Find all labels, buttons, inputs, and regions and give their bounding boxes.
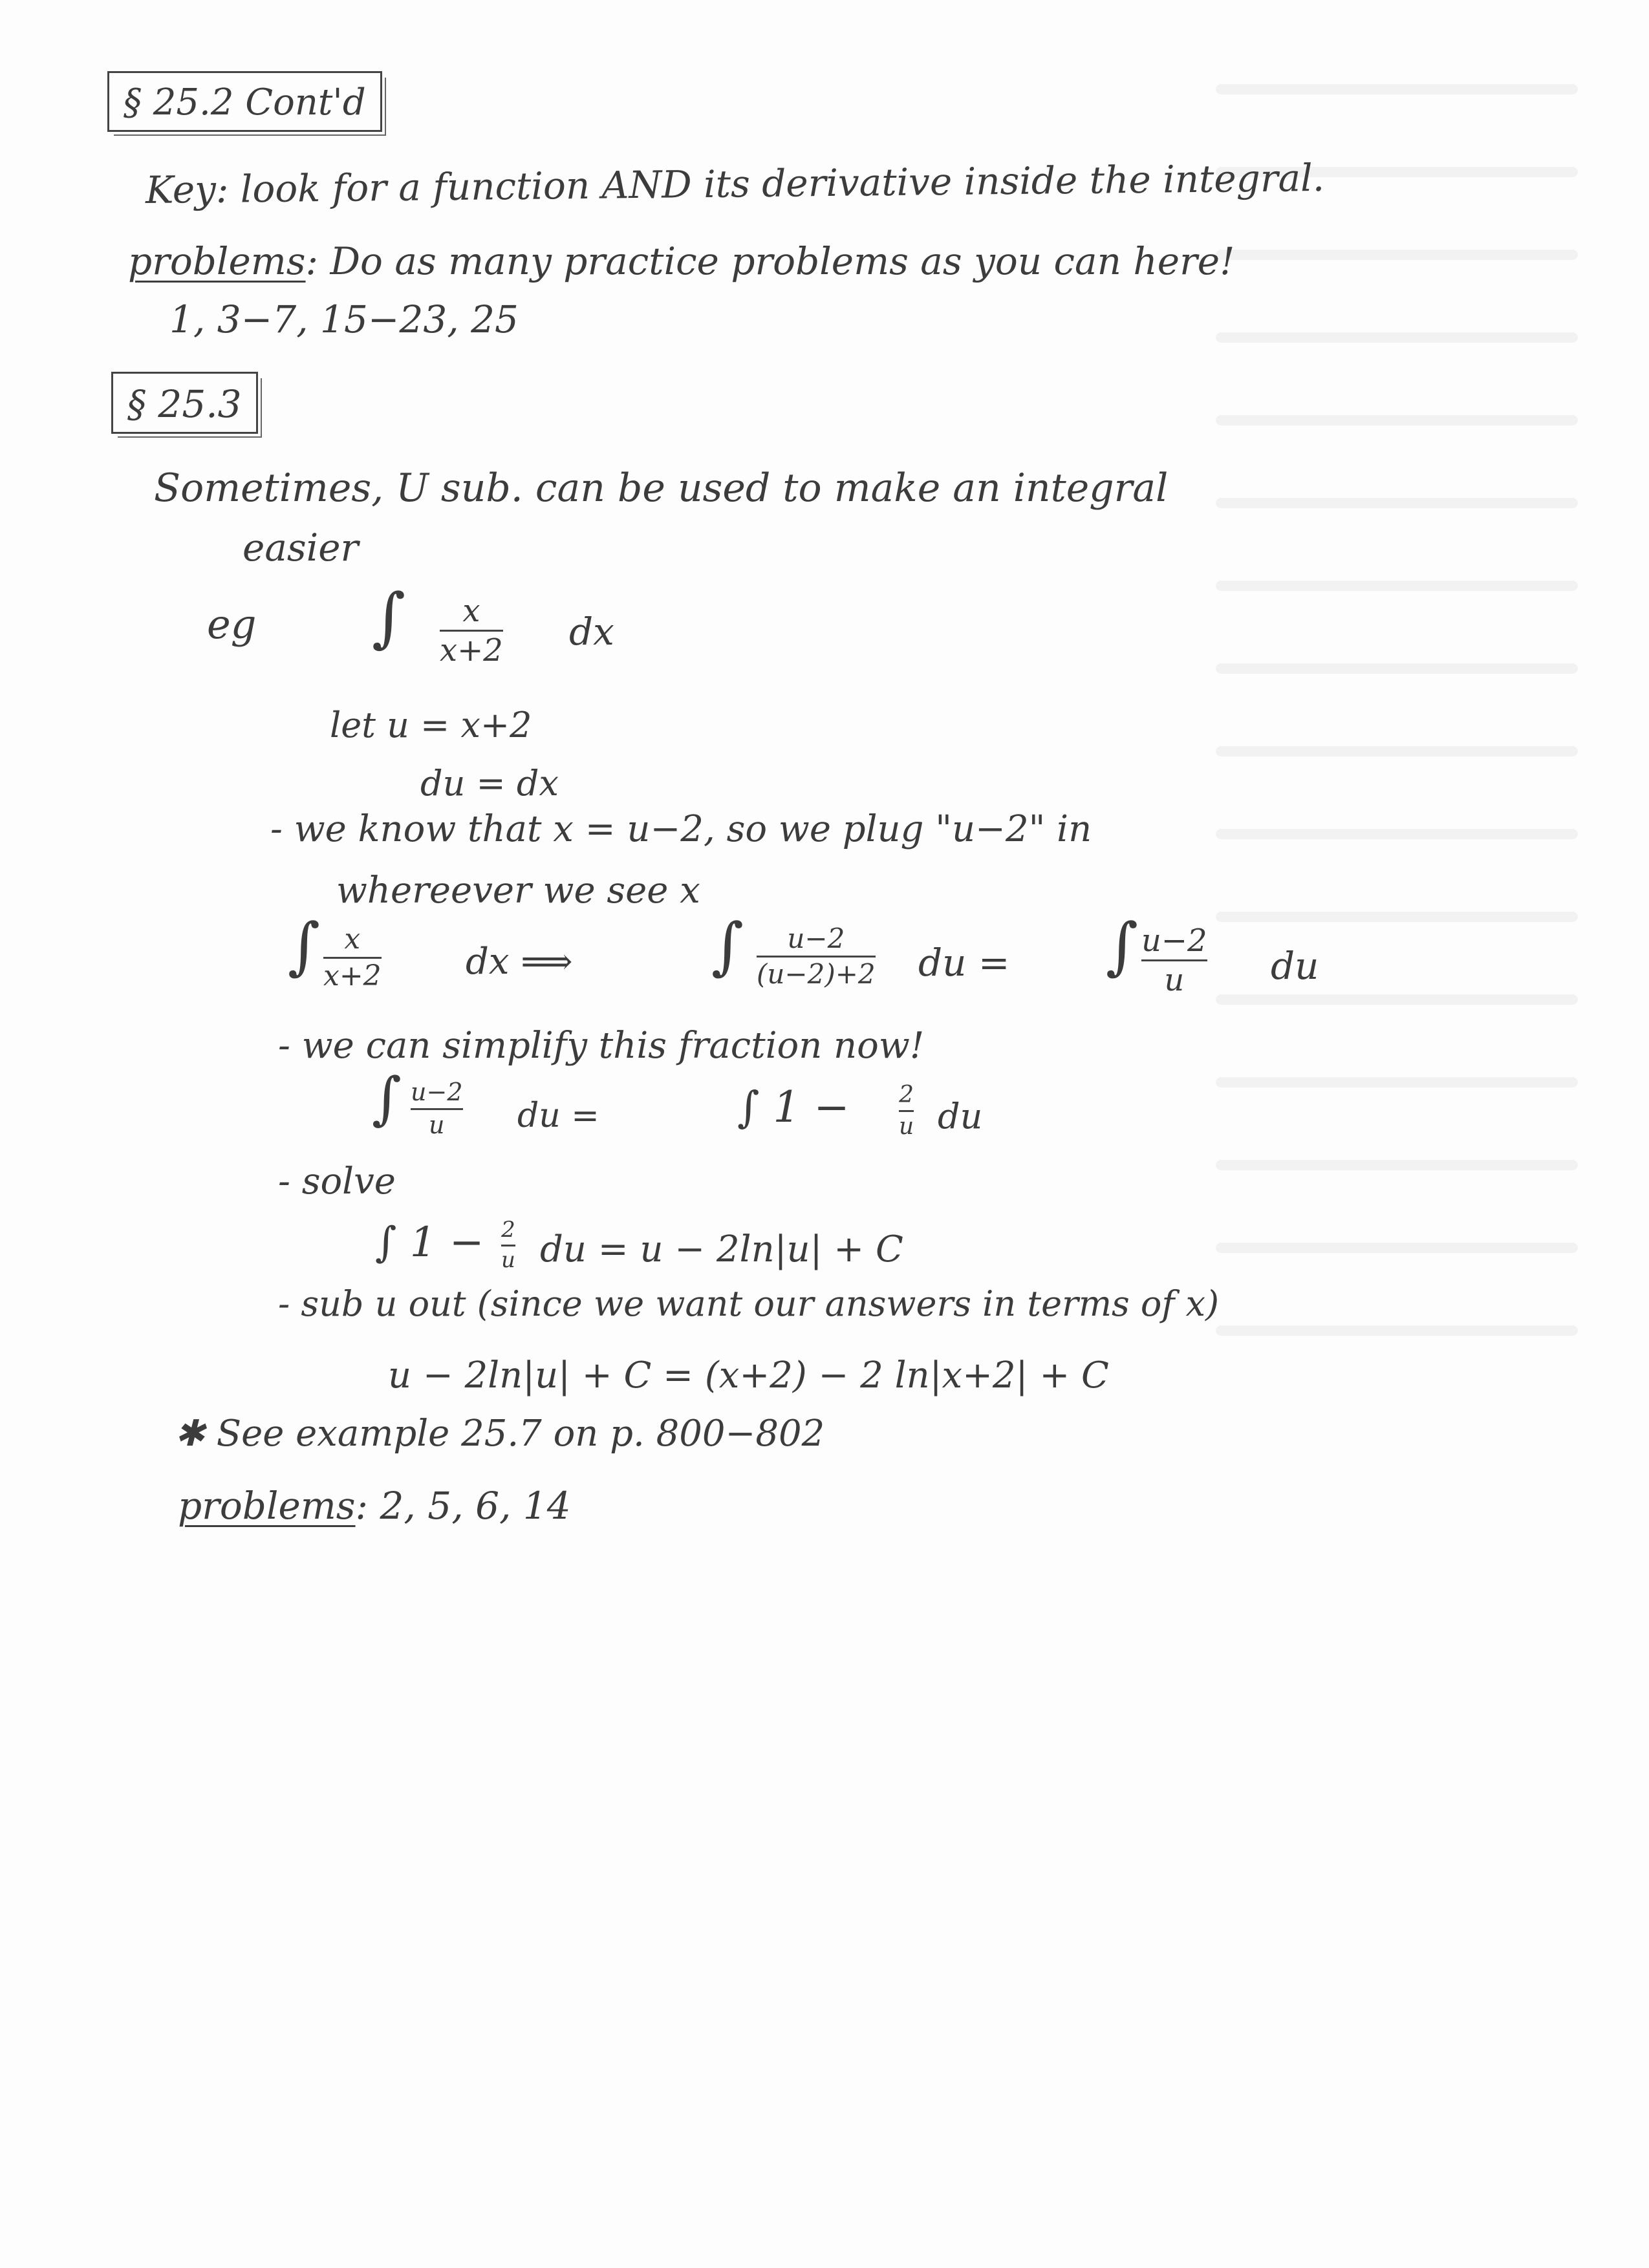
simplify-line: - we can simplify this fraction now! [278,1025,925,1067]
sub-out-line: - sub u out (since we want our answers in terms of x) [278,1283,1220,1324]
fraction-bar [757,956,876,957]
eg-label: eg [207,601,257,648]
fraction-u-minus-2-over-u-b [411,1080,463,1139]
fraction-x-over-x-plus-2 [440,595,503,667]
denominator: u [1164,962,1185,999]
integral-sign-2c: ∫ [1106,910,1139,982]
fraction-bar [1141,959,1207,961]
denominator: u [899,1113,914,1140]
see-example-line: ✱ See example 25.7 on p. 800−802 [175,1413,825,1455]
problems-line-1 [128,239,1235,283]
bleed-through-texture [1216,84,1578,1455]
du-label-3: du [938,1096,983,1137]
problems-text-2: : 2, 5, 6, 14 [355,1484,571,1528]
integral-one-minus: ∫ 1 − [737,1082,850,1132]
denominator: u [429,1110,445,1139]
numerator: u−2 [411,1078,463,1106]
intro-line-2: easier [242,526,359,570]
fraction-2-over-u [899,1083,914,1139]
solve-result: du = u − 2ln|u| + C [540,1228,903,1270]
fraction-u-minus-2-over-u [1141,925,1207,997]
denominator: x+2 [440,632,503,669]
numerator: x [344,923,361,956]
solve-integral: ∫ 1 − [375,1219,484,1267]
problems-line-2 [178,1484,571,1528]
intro-line-1: Sometimes, U sub. can be used to make an integral [154,465,1169,511]
dx-implies: dx ⟹ [466,941,573,983]
fraction-2-over-u-b [501,1219,515,1272]
fraction-bar [440,630,503,632]
fraction-u-minus-2-over-u-minus-2-plus-2 [757,925,876,989]
numerator: 2 [501,1217,515,1243]
solve-line: - solve [278,1161,396,1203]
fraction-x-over-x-plus-2-b [323,925,382,991]
integral-sign-2b: ∫ [711,910,744,982]
dx-label-1: dx [569,610,614,654]
integral-sign-1: ∫ [372,579,406,655]
fraction-bar [899,1110,914,1112]
section-header-25-2: § 25.2 Cont'd [107,71,382,132]
numerator: u−2 [787,923,845,954]
du-dx-line: du = dx [420,763,559,804]
fraction-bar [411,1108,463,1110]
du-label-2c: du [1271,944,1319,988]
let-u-line: let u = x+2 [330,705,532,745]
key-note: Key: look for a function AND its derivative inside the integral. [145,155,1325,212]
numerator: 2 [899,1082,914,1108]
denominator: (u−2)+2 [757,958,876,990]
du-equals-3: du = [517,1097,599,1135]
we-know-line: - we know that x = u−2, so we plug "u−2" in [270,808,1092,850]
section-header-25-3: § 25.3 [111,372,258,434]
problems-list-1: 1, 3−7, 15−23, 25 [169,297,519,341]
du-equals: du = [918,941,1010,985]
numerator: u−2 [1141,923,1207,959]
integral-sign-2a: ∫ [288,910,321,982]
problems-label-1: problems [128,239,306,283]
numerator: x [462,593,480,629]
denominator: u [501,1246,515,1273]
wherever-line: whereever we see x [336,870,700,912]
problems-label-2: problems [178,1484,356,1528]
integral-sign-3a: ∫ [372,1065,402,1131]
fraction-bar [501,1245,515,1246]
final-answer-line: u − 2ln|u| + C = (x+2) − 2 ln|x+2| + C [388,1354,1109,1396]
fraction-bar [323,957,382,959]
denominator: x+2 [323,959,382,993]
problems-text-1: : Do as many practice problems as you can here! [305,239,1235,283]
